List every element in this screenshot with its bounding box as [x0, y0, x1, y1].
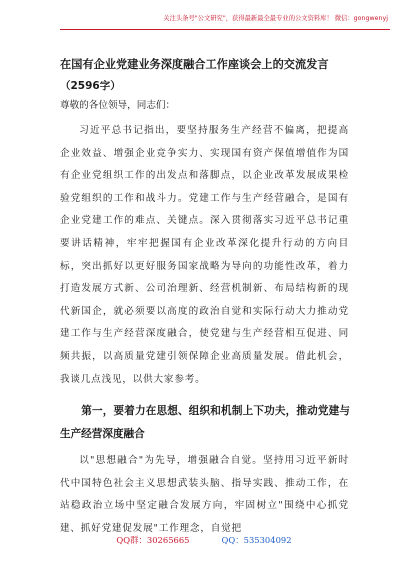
qq-number: QQ：535304092	[221, 535, 292, 545]
body-paragraph: 以"思想融合"为先导，增强融合自觉。坚持用习近平新时代中国特色社会主义思想武装头脑、指导实践、推动工作，在站稳政治立场中坚定融合发展方向，牢固树立"围绕中心抓党建、抓好党建促发展"工作理念，自觉把	[60, 455, 349, 534]
section-heading: 第一，要着力在思想、组织和机制上下功夫，推动党建与生产经营深度融合	[60, 405, 350, 440]
word-count: （2596字）	[60, 80, 121, 92]
document-title: 在国有企业党建业务深度融合工作座谈会上的交流发言	[60, 58, 329, 71]
qq-group-number: QQ群：30265665	[116, 535, 190, 545]
body-paragraph: 习近平总书记指出，要坚持服务生产经营不偏离，把提高企业效益、增强企业竞争实力、实现国有资产保值增值作为国有企业党组织工作的出发点和落脚点，以企业改革发展成果检验党组织的工作和战斗力。党建工作与生产经营融合，是国有企业党建工作的难点、关键点。深入贯彻落实习近平总书记重要讲话精神，牢牢把握国有企业改革深化提升行动的方向目标，突出抓好以更好服务国家战略为导向的功能性改革，着力打造发展方式新、公司治理新、经营机制新、布局结构新的现代新国企，就必须要以高度的政治自觉和实际行动大力推动党建工作与生产经营深度融合，使党建与生产经营相互促进、同频共振，以高质量党建引领保障企业高质量发展。借此机会，我谈几点浅见，以供大家参考。	[60, 125, 349, 385]
header-banner: 关注头条号"公文研究"，获得最新最全最专业的公文资料库！ 微信：gongwenyj	[163, 15, 388, 22]
header-divider	[60, 29, 390, 30]
footer-contact	[0, 533, 408, 547]
greeting: 尊敬的各位领导，同志们：	[60, 100, 176, 111]
